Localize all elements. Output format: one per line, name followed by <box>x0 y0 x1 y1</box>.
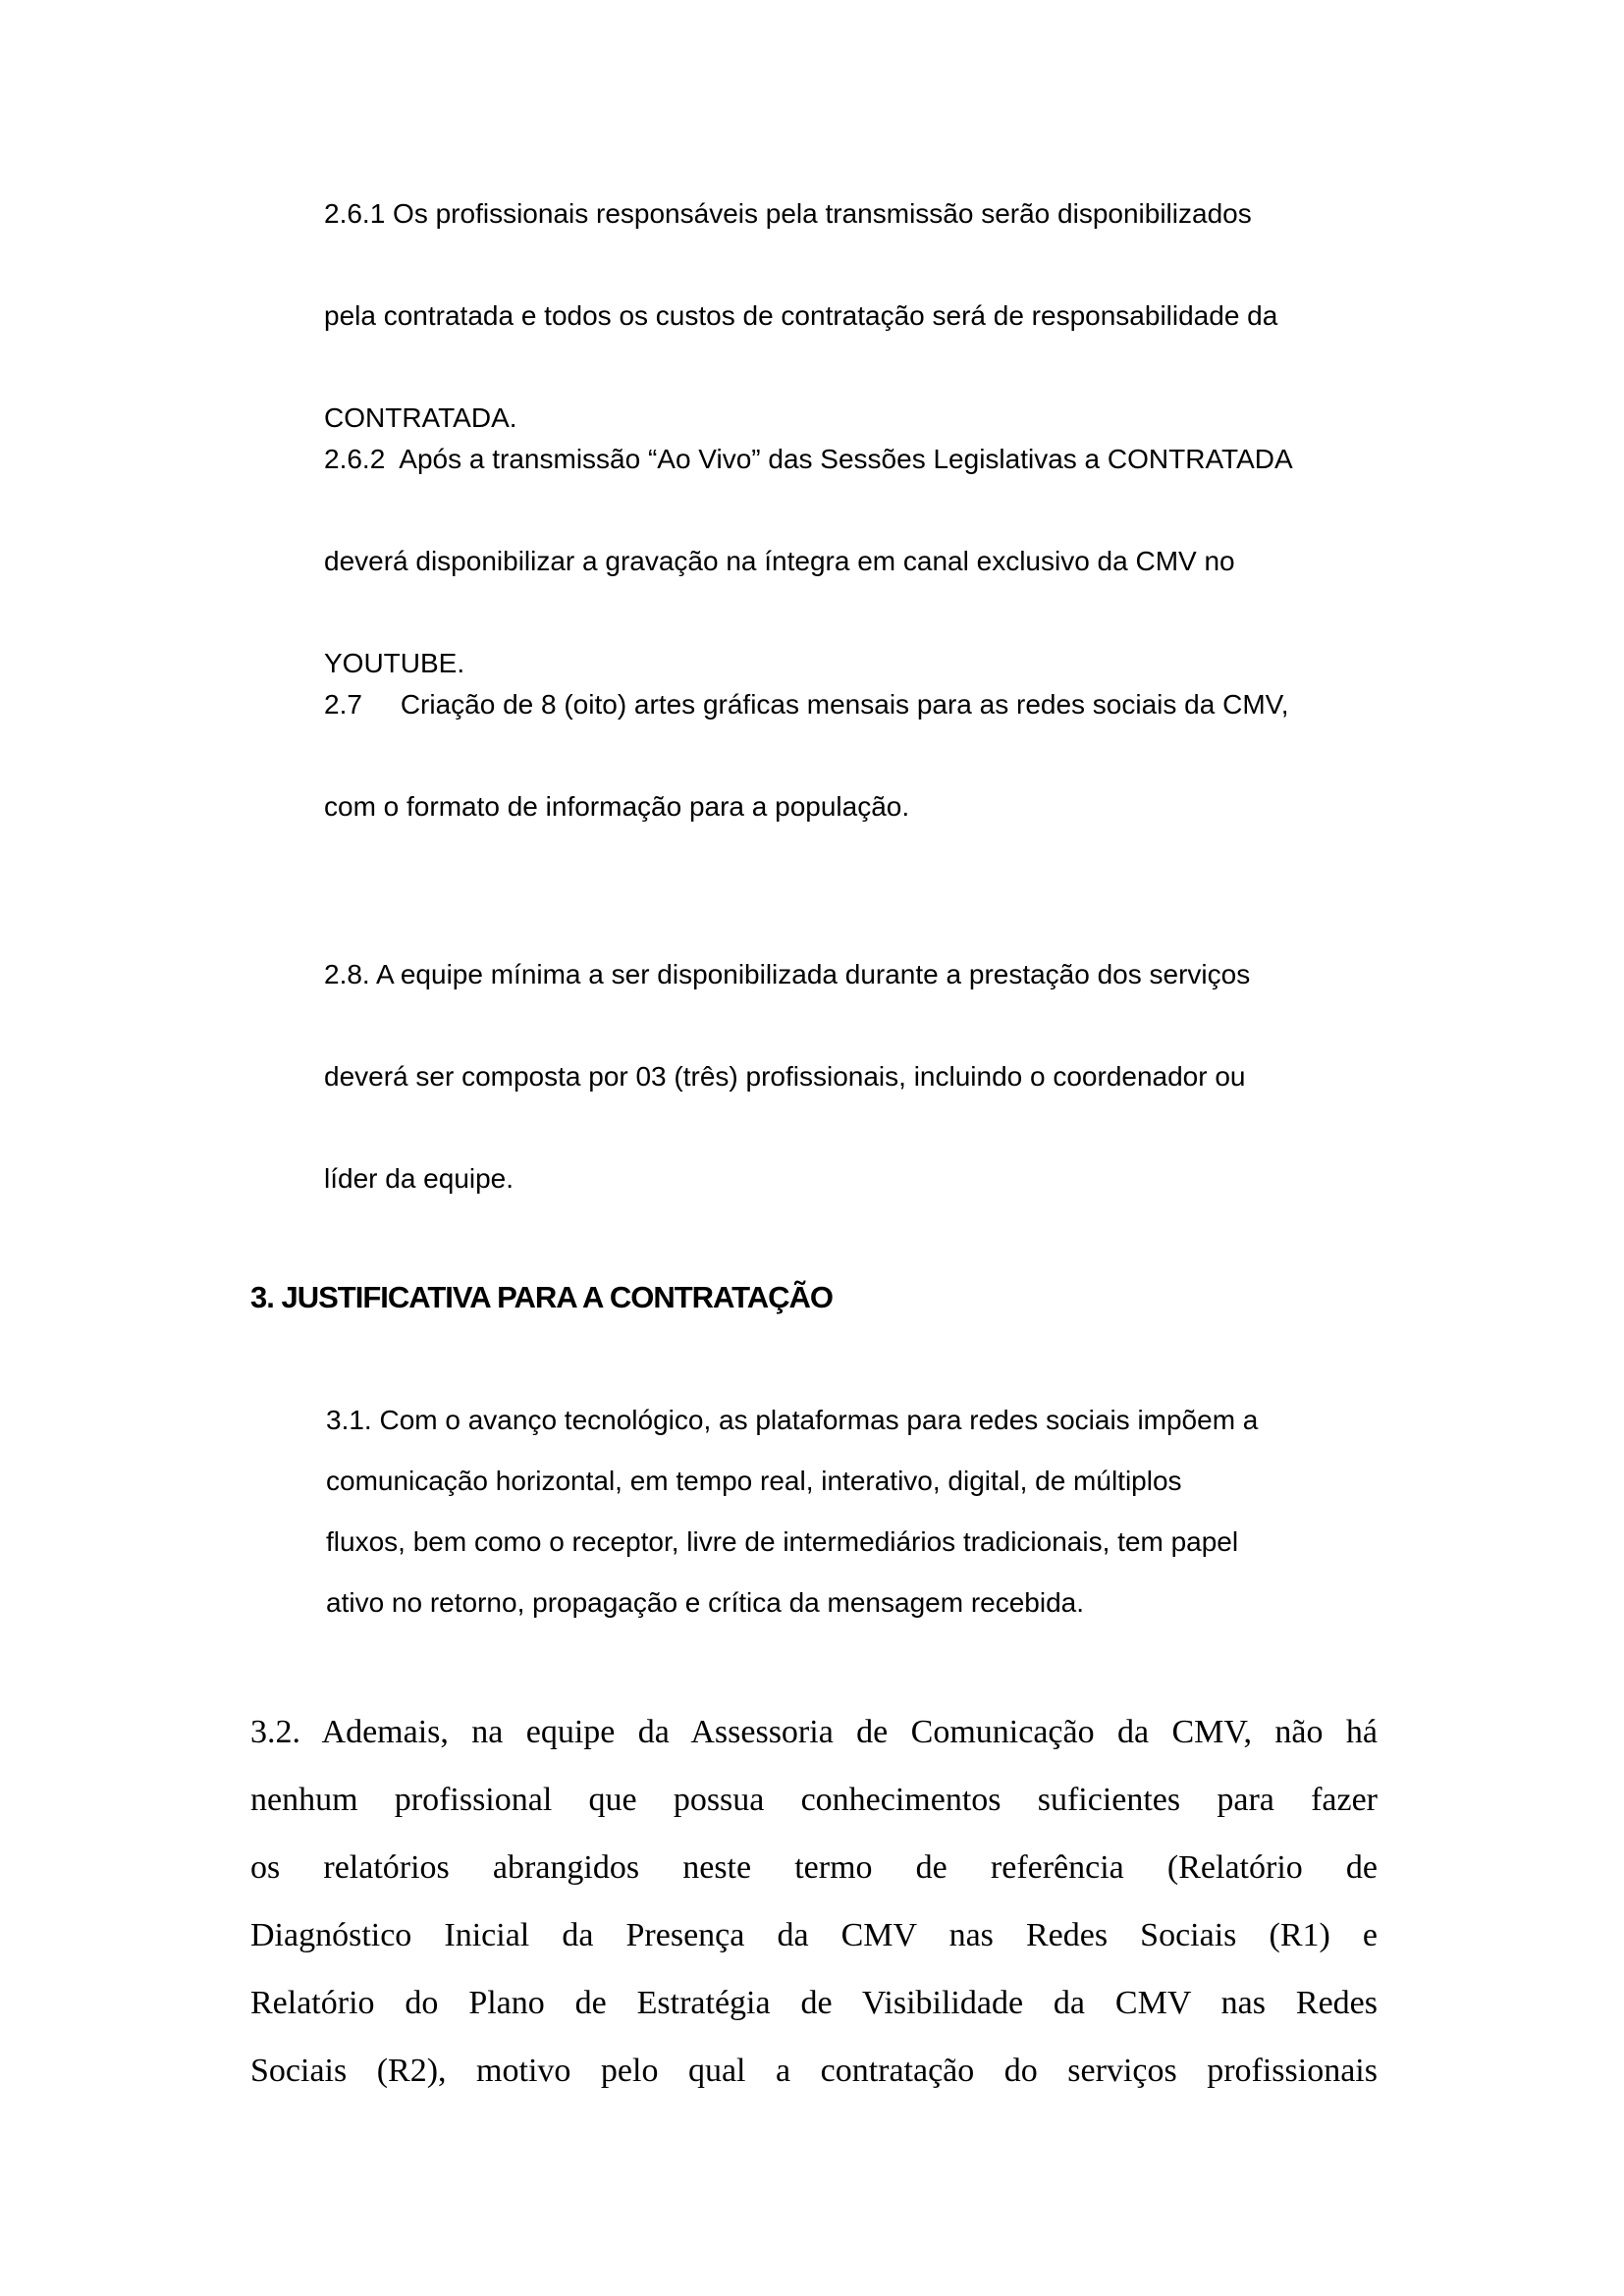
text-line: fluxos, bem como o receptor, livre de intermediários tradicionais, tem papel <box>326 1526 1239 1557</box>
text-line: comunicação horizontal, em tempo real, interativo, digital, de múltiplos <box>326 1466 1182 1496</box>
text-line: YOUTUBE. <box>324 648 465 678</box>
text-line: CONTRATADA. <box>324 402 517 433</box>
text-line: 2.8. A equipe mínima a ser disponibilizada durante a prestação dos serviços <box>324 959 1251 989</box>
text-line: nenhum profissional que possua conhecimentos suficientes para fazer <box>250 1782 1378 1818</box>
text-line: com o formato de informação para a população. <box>324 791 910 822</box>
text-line: ativo no retorno, propagação e crítica da mensagem recebida. <box>326 1587 1085 1618</box>
text-line: 2.6.1 Os profissionais responsáveis pela transmissão serão disponibilizados <box>324 198 1252 229</box>
text-line: Diagnóstico Inicial da Presença da CMV nas Redes Sociais (R1) e <box>250 1917 1378 1953</box>
text-line: pela contratada e todos os custos de contratação será de responsabilidade da <box>324 300 1278 331</box>
paragraph-3-1 <box>326 1390 1406 1633</box>
paragraph-2-8 <box>324 924 1404 1230</box>
paragraph-3-2 <box>250 1698 1378 2105</box>
text-line: os relatórios abrangidos neste termo de referência (Relatório de <box>250 1849 1378 1886</box>
text-line: 2.7 Criação de 8 (oito) artes gráficas mensais para as redes sociais da CMV, <box>324 689 1289 720</box>
text-line: 3.2. Ademais, na equipe da Assessoria de Comunicação da CMV, não há <box>250 1714 1378 1750</box>
text-line: 2.6.2 Após a transmissão “Ao Vivo” das Sessões Legislativas a CONTRATADA <box>324 444 1293 474</box>
text-line: líder da equipe. <box>324 1163 514 1194</box>
section-heading-justificativa: 3. JUSTIFICATIVA PARA A CONTRATAÇÃO <box>250 1280 834 1314</box>
text-line: 3.1. Com o avanço tecnológico, as plataformas para redes sociais impõem a <box>326 1405 1259 1435</box>
text-line: deverá ser composta por 03 (três) profissionais, incluindo o coordenador ou <box>324 1061 1246 1092</box>
text-line: deverá disponibilizar a gravação na íntegra em canal exclusivo da CMV no <box>324 546 1235 576</box>
text-line: Relatório do Plano de Estratégia de Visibilidade da CMV nas Redes <box>250 1985 1378 2021</box>
paragraph-2-7 <box>324 654 1404 858</box>
text-line: Sociais (R2), motivo pelo qual a contratação do serviços profissionais <box>250 2053 1378 2089</box>
